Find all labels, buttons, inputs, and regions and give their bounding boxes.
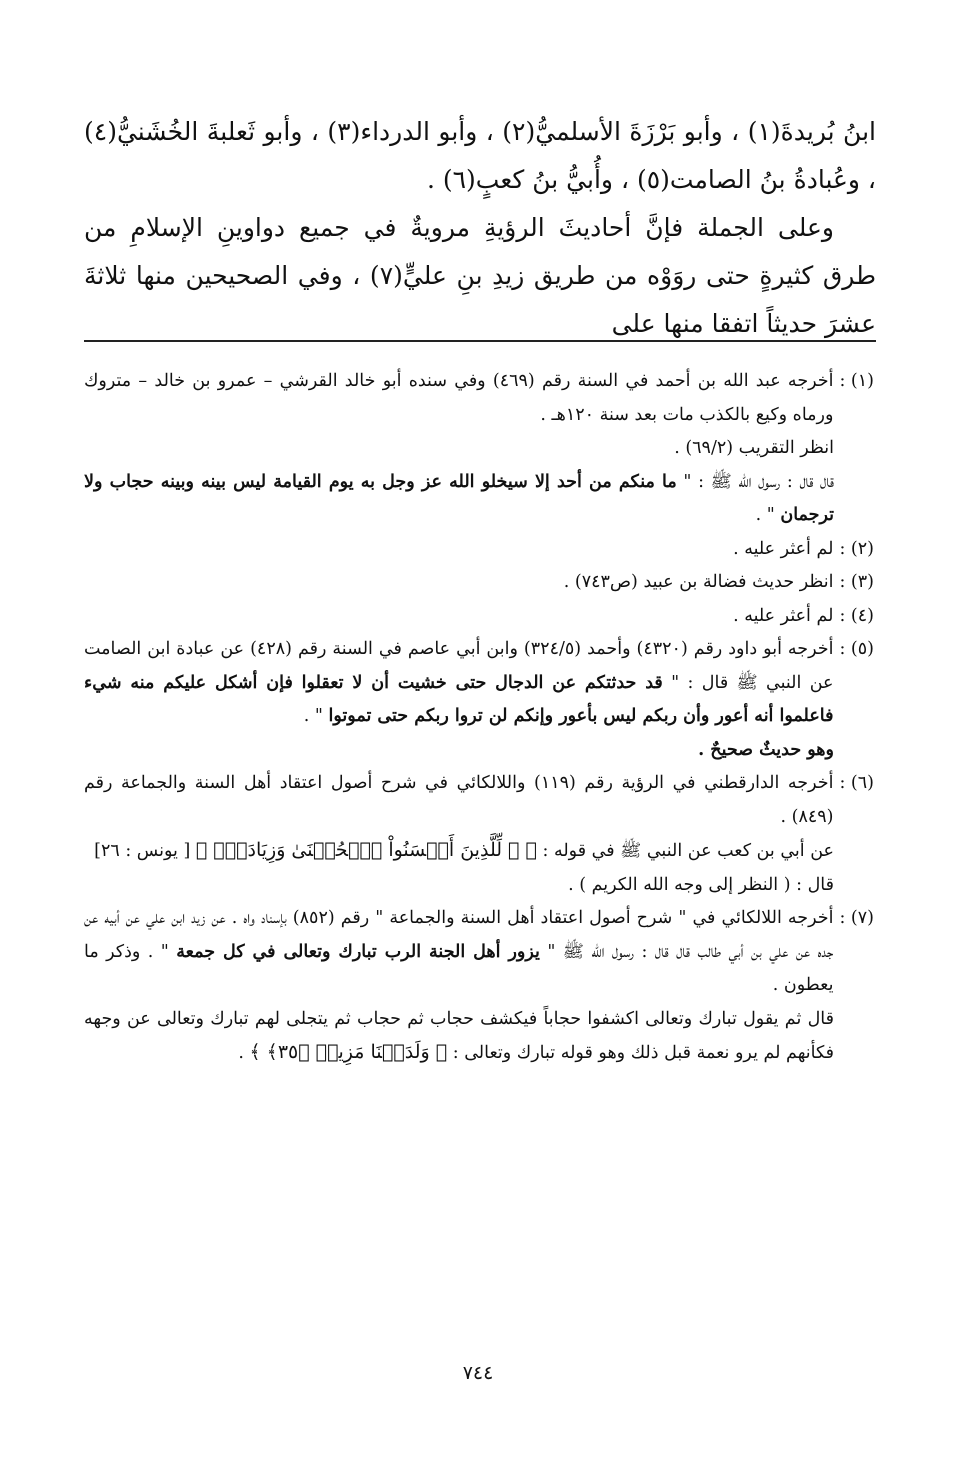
hadith-grade: وهو حديثٌ صحيحٌ . <box>698 739 834 760</box>
footnote-7 <box>84 902 874 1003</box>
footnote-text: انظر حديث فضالة بن عبيد (ص٧٤٣) . <box>563 572 834 592</box>
footnote-number: (٤) : <box>839 605 874 626</box>
footnote-hadith <box>84 466 874 533</box>
verse-reference: [ يونس : ٢٦] <box>94 841 191 861</box>
quran-verse: ﴿ ۞ لِّلَّذِينَ أَحۡسَنُواْ ٱلۡحُسۡنَىٰ وَزِيَادَةٞۖ ﴾ <box>195 839 537 861</box>
footnote-text <box>84 633 833 734</box>
main-text <box>84 108 876 348</box>
footnote-separator <box>84 340 876 342</box>
footnote-3 <box>84 566 874 600</box>
footnote-source: أخرجه أبو داود رقم (٤٣٢٠) وأحمد (٣٢٤/٥) وابن أبي عاصم في السنة رقم (٤٢٨) عن عبادة ابن الصامت عن النبي ﷺ قال : " <box>84 639 834 693</box>
end-mark: . <box>238 1043 244 1063</box>
footnote-text <box>84 902 833 1003</box>
footnote-text: لم أعثر عليه . <box>733 605 834 626</box>
footnote-number: (٥) : <box>839 639 874 659</box>
footnote-5 <box>84 633 874 734</box>
footnote-text: أخرجه عبد الله بن أحمد في السنة رقم (٤٦٩) وفي سنده أبو خالد القرشي – عمرو بن خالد – متروك ورماه وكيع بالكذب مات بعد سنة ١٢٠هـ . <box>84 371 834 425</box>
hadith-text: قد حدثتكم عن الدجال حتى خشيت أن لا تعقلوا فإن أشكل عليكم منه شيء فاعلموا أنه أعور وأن ربكم ليس بأعور وإنكم لن تروا ربكم حتى تموتوا <box>84 672 834 726</box>
continuation-text: قال ثم يقول تبارك وتعالى اكشفوا حجاباً فيكشف حجاب ثم حجاب ثم يتجلى لهم تبارك وتعالى عن وجهه فكأنهم لم يرو نعمة قبل ذلك وهو قوله تبارك وتعالى : <box>84 1008 834 1063</box>
footnote-4 <box>84 600 874 634</box>
hadith-text: ما منكم من أحد إلا سيخلو الله عز وجل به يوم القيامة ليس بينه وبينه حجاب ولا ترجمان <box>84 471 834 525</box>
page-number: ٧٤٤ <box>462 1362 494 1384</box>
hadith-suffix: " . وذكر ما يعطون . <box>84 941 834 995</box>
footnote-number: (٢) : <box>839 538 874 559</box>
footnote-1 <box>84 365 874 432</box>
hadith-suffix: " . <box>755 505 775 525</box>
footnote-number: (٧) : <box>839 908 874 928</box>
footnote-text: أخرجه الدارقطني في الرؤية رقم (١١٩) واللالكائي في شرح أصول اعتقاد أهل السنة والجماعة رقم (٨٤٩) . <box>84 773 834 827</box>
footnote-see: انظر التقريب (٦٩/٢) . <box>674 438 834 458</box>
footnote-number: (٦) : <box>839 773 874 793</box>
verse-intro: عن أبي بن كعب عن النبي ﷺ في قوله : <box>542 841 834 861</box>
footnote-number: (١) : <box>839 371 874 391</box>
footnote-number: (٣) : <box>839 572 874 592</box>
hadith-text: يزور أهل الجنة الرب تبارك وتعالى في كل جمعة <box>176 941 540 962</box>
paragraph-1: ابنُ بُريدةَ(١) ، وأبو بَرْزَةَ الأسلميُّ(٢) ، وأبو الدرداء(٣) ، وأبو ثَعلبةَ الخُشَنيُّ(٤) ، وعُبادةُ بنُ الصامت(٥) ، وأُبيُّ بنُ كعبٍ(٦) . <box>84 117 876 194</box>
footnote-continuation <box>84 1003 874 1071</box>
footnote-6 <box>84 767 874 834</box>
footnote-text: لم أعثر عليه . <box>733 538 834 559</box>
footnote-verse-line <box>84 834 874 869</box>
hadith-prefix: قال قال : رسول الله ﷺ : " <box>683 471 834 492</box>
footnote-explanation: قال : ( النظر إلى وجه الله الكريم ) . <box>568 874 834 895</box>
footnote-source: أخرجه اللالكائي في " شرح أصول اعتقاد أهل السنة والجماعة " رقم (٨٥٢) بإسناد واه . عن زيد ابن علي عن أبيه عن جده عن علي بن أبي طالب قال قال : رسول الله ﷺ " <box>84 908 834 962</box>
paragraph-2: وعلى الجملة فإنَّ أحاديثَ الرؤيةِ مرويةٌ في جميع دواوينِ الإسلامِ من طرق كثيرةٍ حتى روَوْه من طريق زيدِ بنِ عليٍّ(٧) ، وفي الصحيحين منها ثلاثةَ عشرَ حديثاً اتفقا منها على <box>84 213 877 338</box>
hadith-suffix: " . <box>303 706 323 726</box>
footnote-2 <box>84 533 874 567</box>
quran-verse: ﴿ وَلَدَيۡنَا مَزِيدٞ ﴿٣٥﴾ ﴾ <box>249 1041 448 1063</box>
footnotes <box>84 365 874 1071</box>
